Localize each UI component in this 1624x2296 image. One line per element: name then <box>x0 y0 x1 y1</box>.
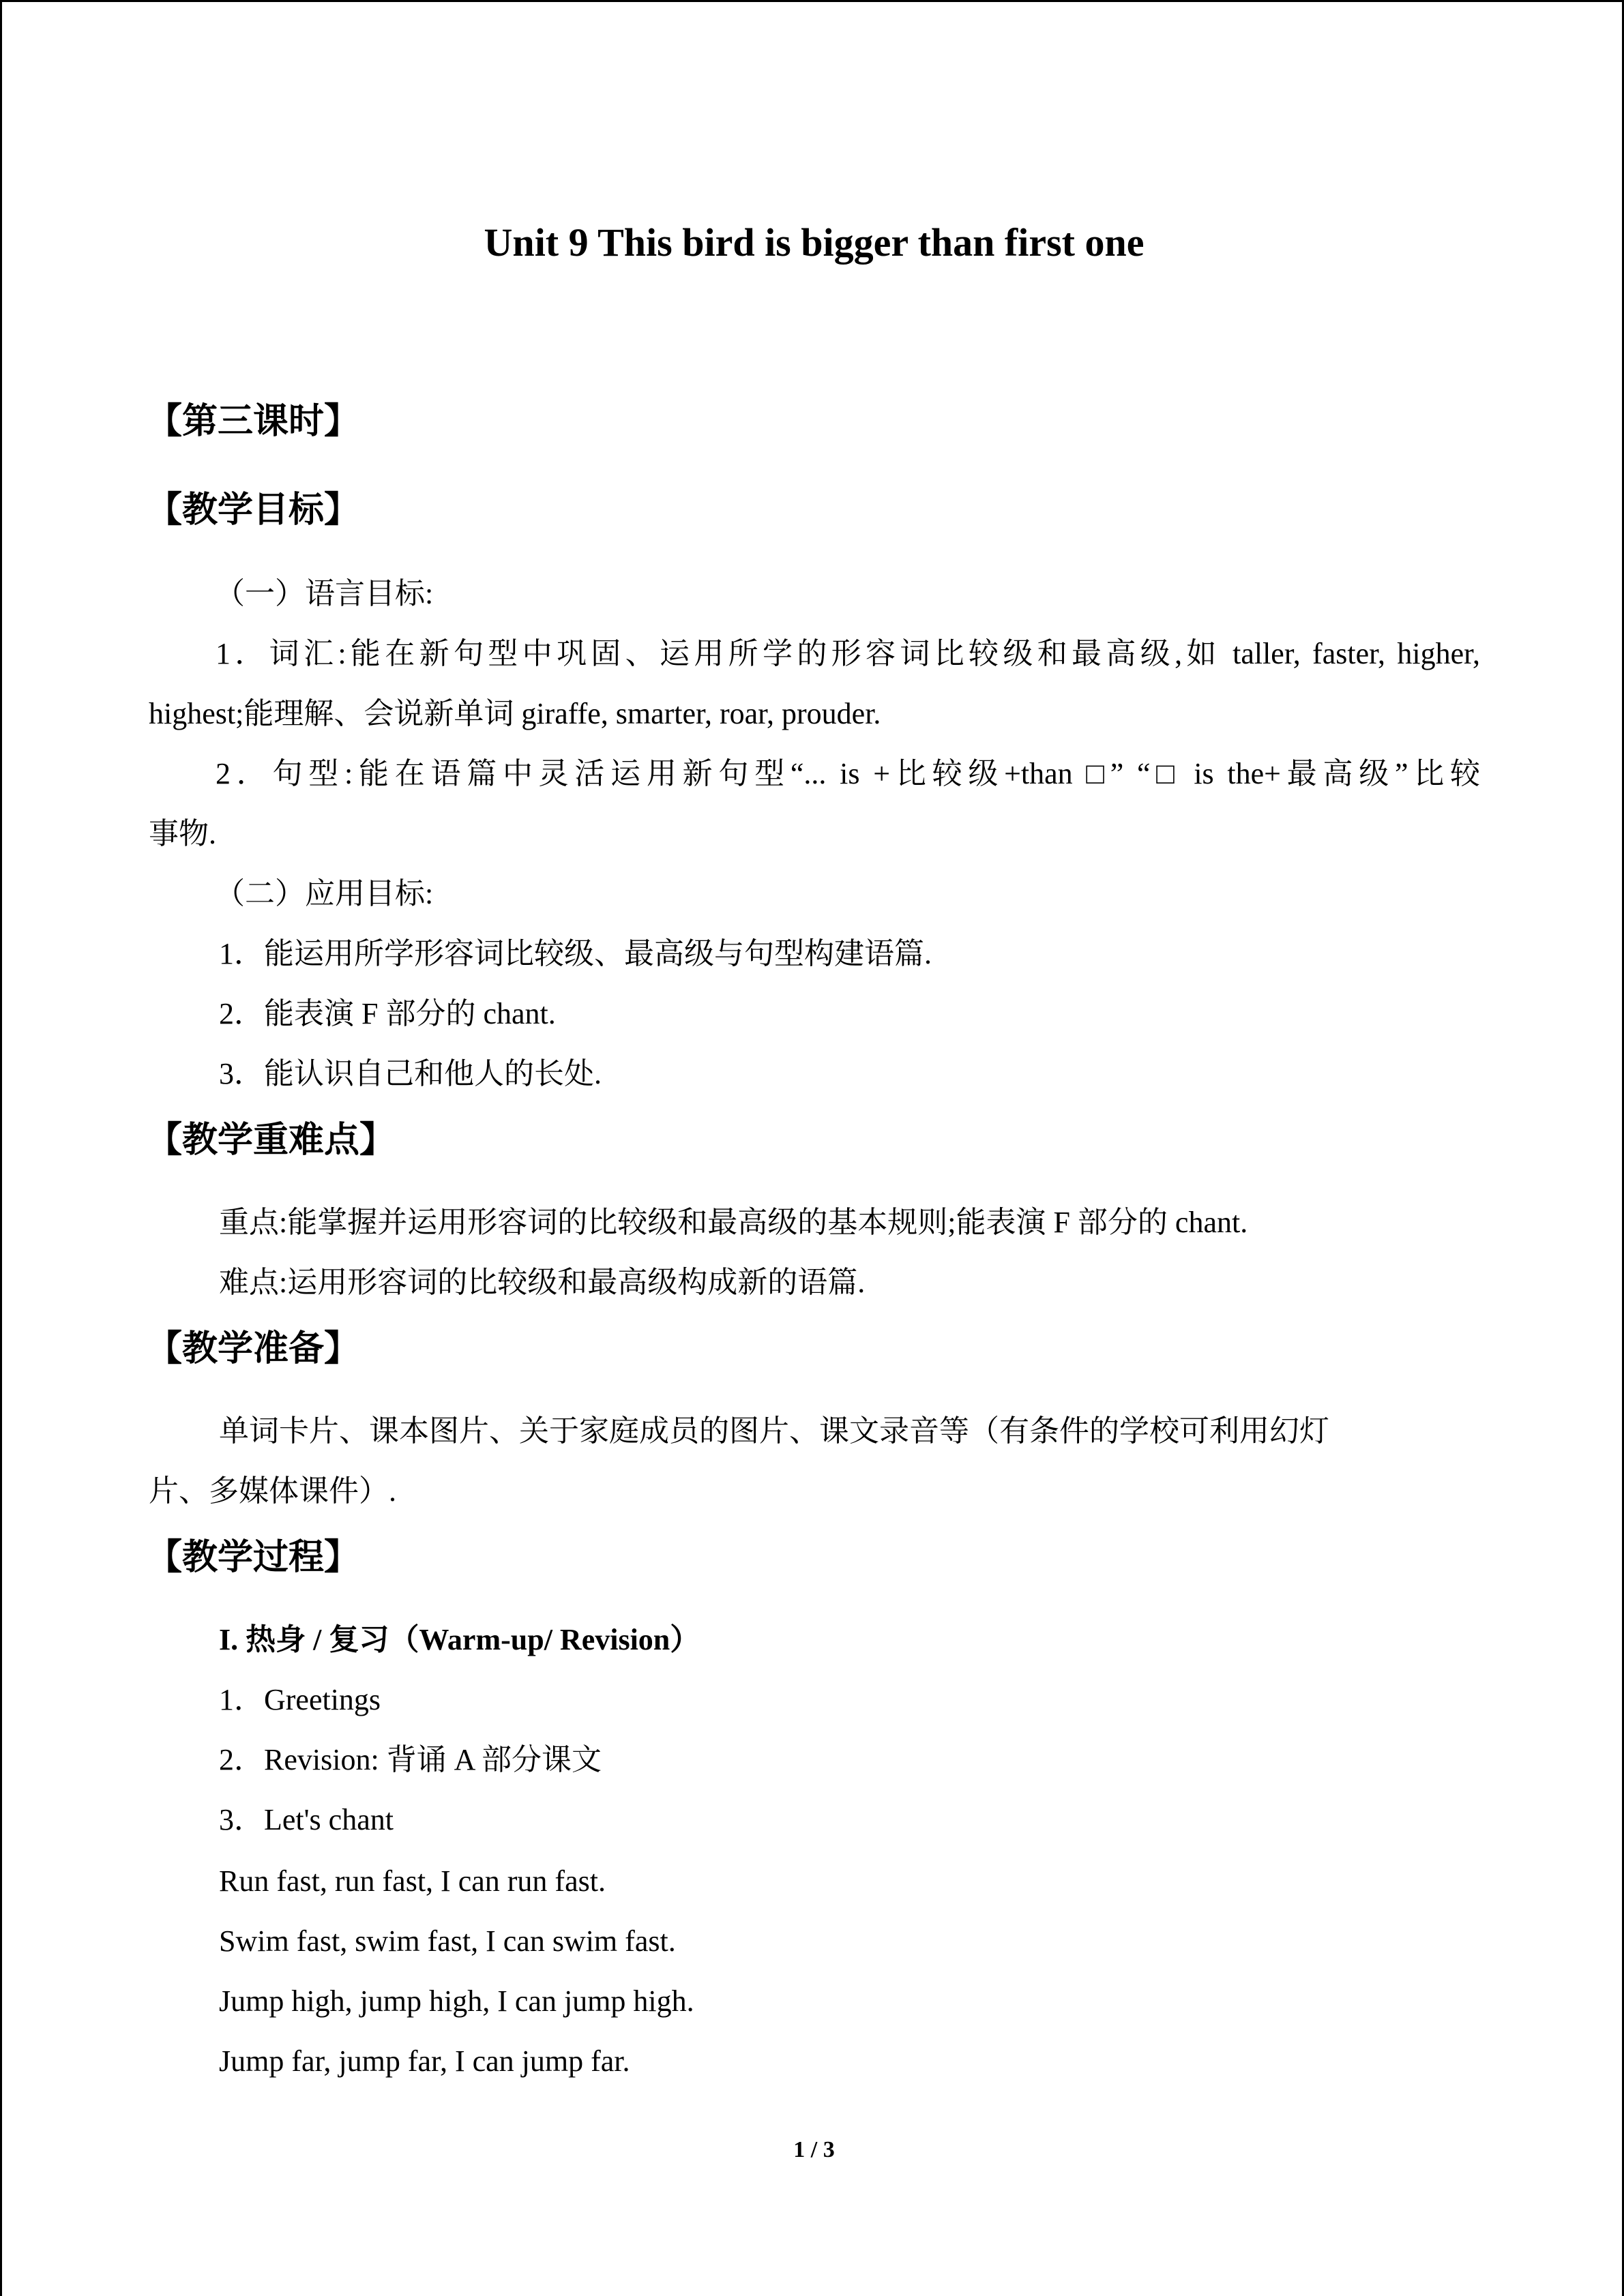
page-title: Unit 9 This bird is bigger than first one <box>484 220 1145 265</box>
process-step-2: 2．Revision: 背诵 A 部分课文 <box>219 1743 602 1776</box>
preparation-heading: 【教学准备】 <box>147 1328 360 1369</box>
chant-line: Jump high, jump high, I can jump high. <box>219 1984 694 2018</box>
language-goal: （一）语言目标: <box>215 577 434 610</box>
process-step-3: 3．Let's chant <box>219 1803 394 1836</box>
pattern-line-1: 2．句型:能在语篇中灵活运用新句型“... is +比较级+than □” “□ is the+最高级”比较 <box>216 757 1480 790</box>
chant-line: Swim fast, swim fast, I can swim fast. <box>219 1924 676 1958</box>
page-number: 1 / 3 <box>793 2137 835 2162</box>
objectives-heading: 【教学目标】 <box>147 490 360 531</box>
preparation-line-1: 单词卡片、课本图片、关于家庭成员的图片、课文录音等（有条件的学校可利用幻灯 <box>219 1414 1329 1448</box>
difficult-point: 难点:运用形容词的比较级和最高级构成新的语篇. <box>219 1266 866 1299</box>
application-item-3: 3．能认识自己和他人的长处. <box>219 1057 602 1090</box>
application-goal: （二）应用目标: <box>215 877 434 910</box>
key-points-heading: 【教学重难点】 <box>147 1120 396 1161</box>
chant-line: Jump far, jump far, I can jump far. <box>219 2044 630 2078</box>
process-heading: 【教学过程】 <box>147 1537 360 1578</box>
process-step-1: 1．Greetings <box>219 1683 381 1716</box>
vocab-line-1: 1．词汇:能在新句型中巩固、运用所学的形容词比较级和最高级,如 taller, faster, higher, <box>216 637 1480 670</box>
application-item-2: 2．能表演 F 部分的 chant. <box>219 997 556 1030</box>
process-section-1: I. 热身 / 复习（Warm-up/ Revision） <box>219 1623 700 1656</box>
vocab-line-2: highest;能理解、会说新单词 giraffe, smarter, roar, prouder. <box>149 697 881 730</box>
preparation-line-2: 片、多媒体课件）. <box>149 1474 396 1508</box>
chant-line: Run fast, run fast, I can run fast. <box>219 1864 606 1898</box>
lesson-heading: 【第三课时】 <box>147 401 360 442</box>
application-item-1: 1．能运用所学形容词比较级、最高级与句型构建语篇. <box>219 937 932 970</box>
key-point: 重点:能掌握并运用形容词的比较级和最高级的基本规则;能表演 F 部分的 chant. <box>219 1206 1248 1239</box>
pattern-line-2: 事物. <box>149 817 216 850</box>
